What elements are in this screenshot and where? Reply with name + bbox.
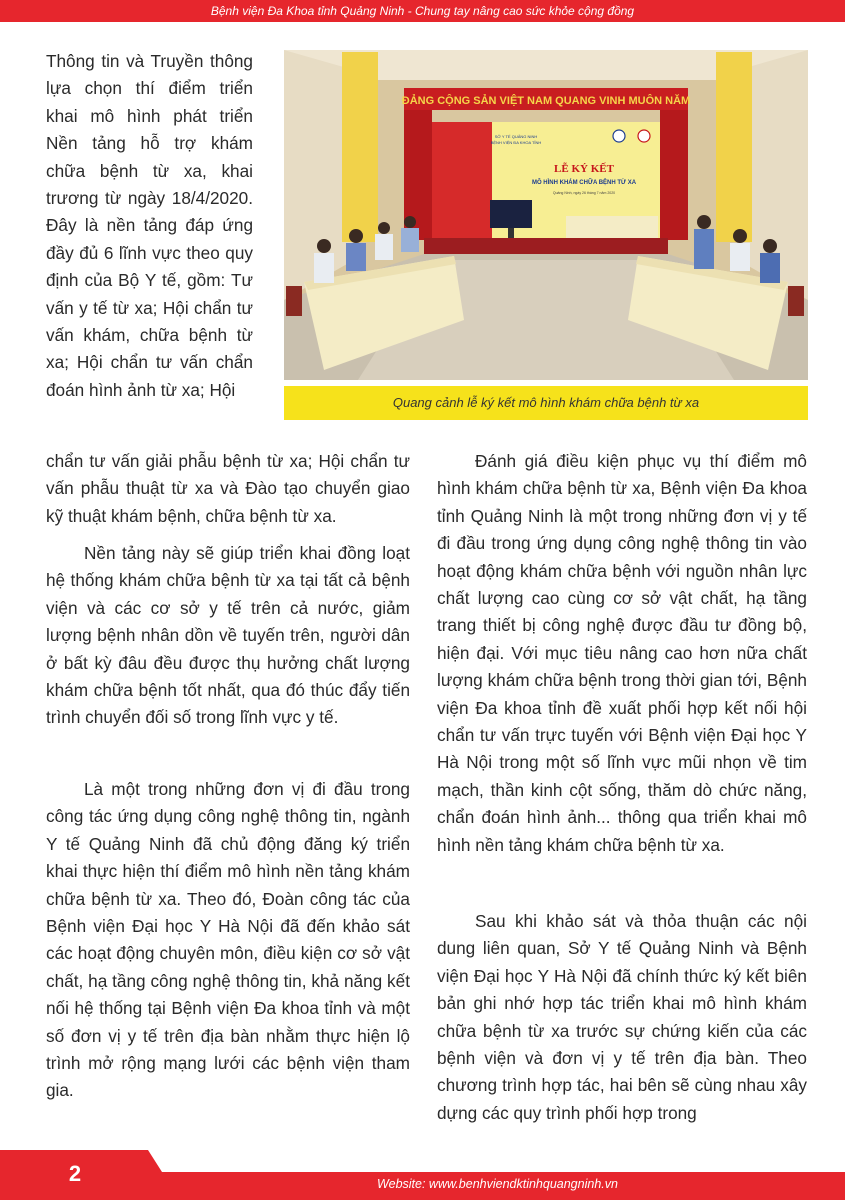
article-paragraph-2: chẩn tư vấn giải phẫu bệnh từ xa; Hội chẩn tư vấn phẫu thuật từ xa và Đào tạo chuyển giao kỹ thuật khám bệnh, chữa bệnh từ xa. bbox=[46, 451, 410, 526]
hospital-logo-icon bbox=[613, 130, 625, 142]
backdrop-date: Quảng Ninh, ngày 26 tháng 7 năm 2020 bbox=[552, 191, 616, 195]
footer-website: Website: www.benhviendktinhquangninh.vn bbox=[377, 1177, 618, 1191]
partner-logo-icon bbox=[638, 130, 650, 142]
article-paragraph-3: Nền tảng này sẽ giúp triển khai đồng loạt hệ thống khám chữa bệnh từ xa tại tất cả bệnh viện và các cơ sở y tế trên cả nước, giảm lượng bệnh nhân dồn về tuyến trên, người dân ở bất kỳ đâu đều được thụ hưởng chất lượng khám chữa bệnh tốt nhất, qua đó thúc đẩy tiến trình chuyển đối số trong lĩnh vực y tế. bbox=[46, 543, 410, 728]
photo-caption-text: Quang cảnh lễ ký kết mô hình khám chữa bệnh từ xa bbox=[392, 395, 700, 410]
article-paragraph-4: Là một trong những đơn vị đi đầu trong công tác ứng dụng công nghệ thông tin, ngành Y tế Quảng Ninh đã chủ động đăng ký triển khai thực hiện thí điểm mô hình nền tảng khám chữa bệnh từ xa. Theo đó, Đoàn công tác của Bệnh viện Đại học Y Hà Nội đã đến khảo sát các hoạt động chuyên môn, điều kiện cơ sở vật chất, hạ tầng công nghệ thông tin, khả năng kết nối hệ thống tại Bệnh viện Đa khoa tỉnh và một số đơn vị y tế trên địa bàn nhằm thực hiện lộ trình mở rộng mạng lưới các bệnh viện tham gia. bbox=[46, 779, 410, 1101]
header-banner bbox=[0, 0, 845, 22]
backdrop-subheading: MÔ HÌNH KHÁM CHỮA BỆNH TỪ XA bbox=[531, 180, 637, 186]
article-paragraph-5: Đánh giá điều kiện phục vụ thí điểm mô hình khám chữa bệnh từ xa, Bệnh viện Đa khoa tỉnh Quảng Ninh là một trong những đơn vị y tế đi đầu trong ứng dụng công nghệ thông tin vào hoạt động khám chữa bệnh với nguồn nhân lực chất lượng cao cùng cơ sở vật chất, hạ tầng trang thiết bị công nghệ được đầu tư đồng bộ, hiện đại. Với mục tiêu nâng cao hơn nữa chất lượng khám chữa bệnh trong thời gian tới, Bệnh viện Đa khoa tỉnh đề xuất phối hợp kết nối hội chẩn tư vấn trực tuyến với Bệnh viện Đại học Y Hà Nội trong một số lĩnh vực mũi nhọn về tim mạch, thần kinh cột sống, thăm dò chức năng, chẩn đoán hình ảnh... thông qua triển khai mô hình nền tảng khám chữa bệnh từ xa. bbox=[437, 451, 807, 855]
hall-banner-text: ĐẢNG CỘNG SẢN VIỆT NAM QUANG VINH MUÔN NĂM bbox=[401, 95, 691, 107]
page-number: 2 bbox=[68, 1161, 82, 1186]
page-footer bbox=[0, 1150, 845, 1200]
backdrop-org-1: SỞ Y TẾ QUẢNG NINH bbox=[494, 134, 538, 139]
backdrop-org-2: BỆNH VIỆN ĐA KHOA TỈNH bbox=[490, 140, 542, 145]
photo-caption bbox=[284, 386, 808, 420]
ceremony-photo bbox=[284, 50, 808, 380]
article-paragraph-6: Sau khi khảo sát và thỏa thuận các nội dung liên quan, Sở Y tế Quảng Ninh và Bệnh viện Đại học Y Hà Nội đã chính thức ký kết biên bản ghi nhớ hợp tác triển khai mô hình khám chữa bệnh từ xa trước sự chứng kiến của các bệnh viện và đơn vị y tế trên địa bàn. Theo chương trình hợp tác, hai bên sẽ cùng nhau xây dựng các quy trình phối hợp trong bbox=[437, 911, 807, 1123]
header-banner-text: Bệnh viện Đa Khoa tỉnh Quảng Ninh - Chung tay nâng cao sức khỏe cộng đồng bbox=[210, 4, 635, 18]
article-paragraph-1: Thông tin và Truyền thông lựa chọn thí điểm triển khai mô hình phát triển Nền tảng hỗ trợ khám chữa bệnh từ xa, khai trương từ ngày 18/4/2020. Đây là nền tảng đáp ứng đầy đủ 6 lĩnh vực theo quy định của Bộ Y tế, gồm: Tư vấn y tế từ xa; Hội chẩn tư vấn khám, chữa bệnh từ xa; Hội chẩn tư vấn chẩn đoán hình ảnh từ xa; Hội bbox=[46, 51, 253, 400]
backdrop-heading: LỄ KÝ KẾT bbox=[554, 163, 614, 175]
